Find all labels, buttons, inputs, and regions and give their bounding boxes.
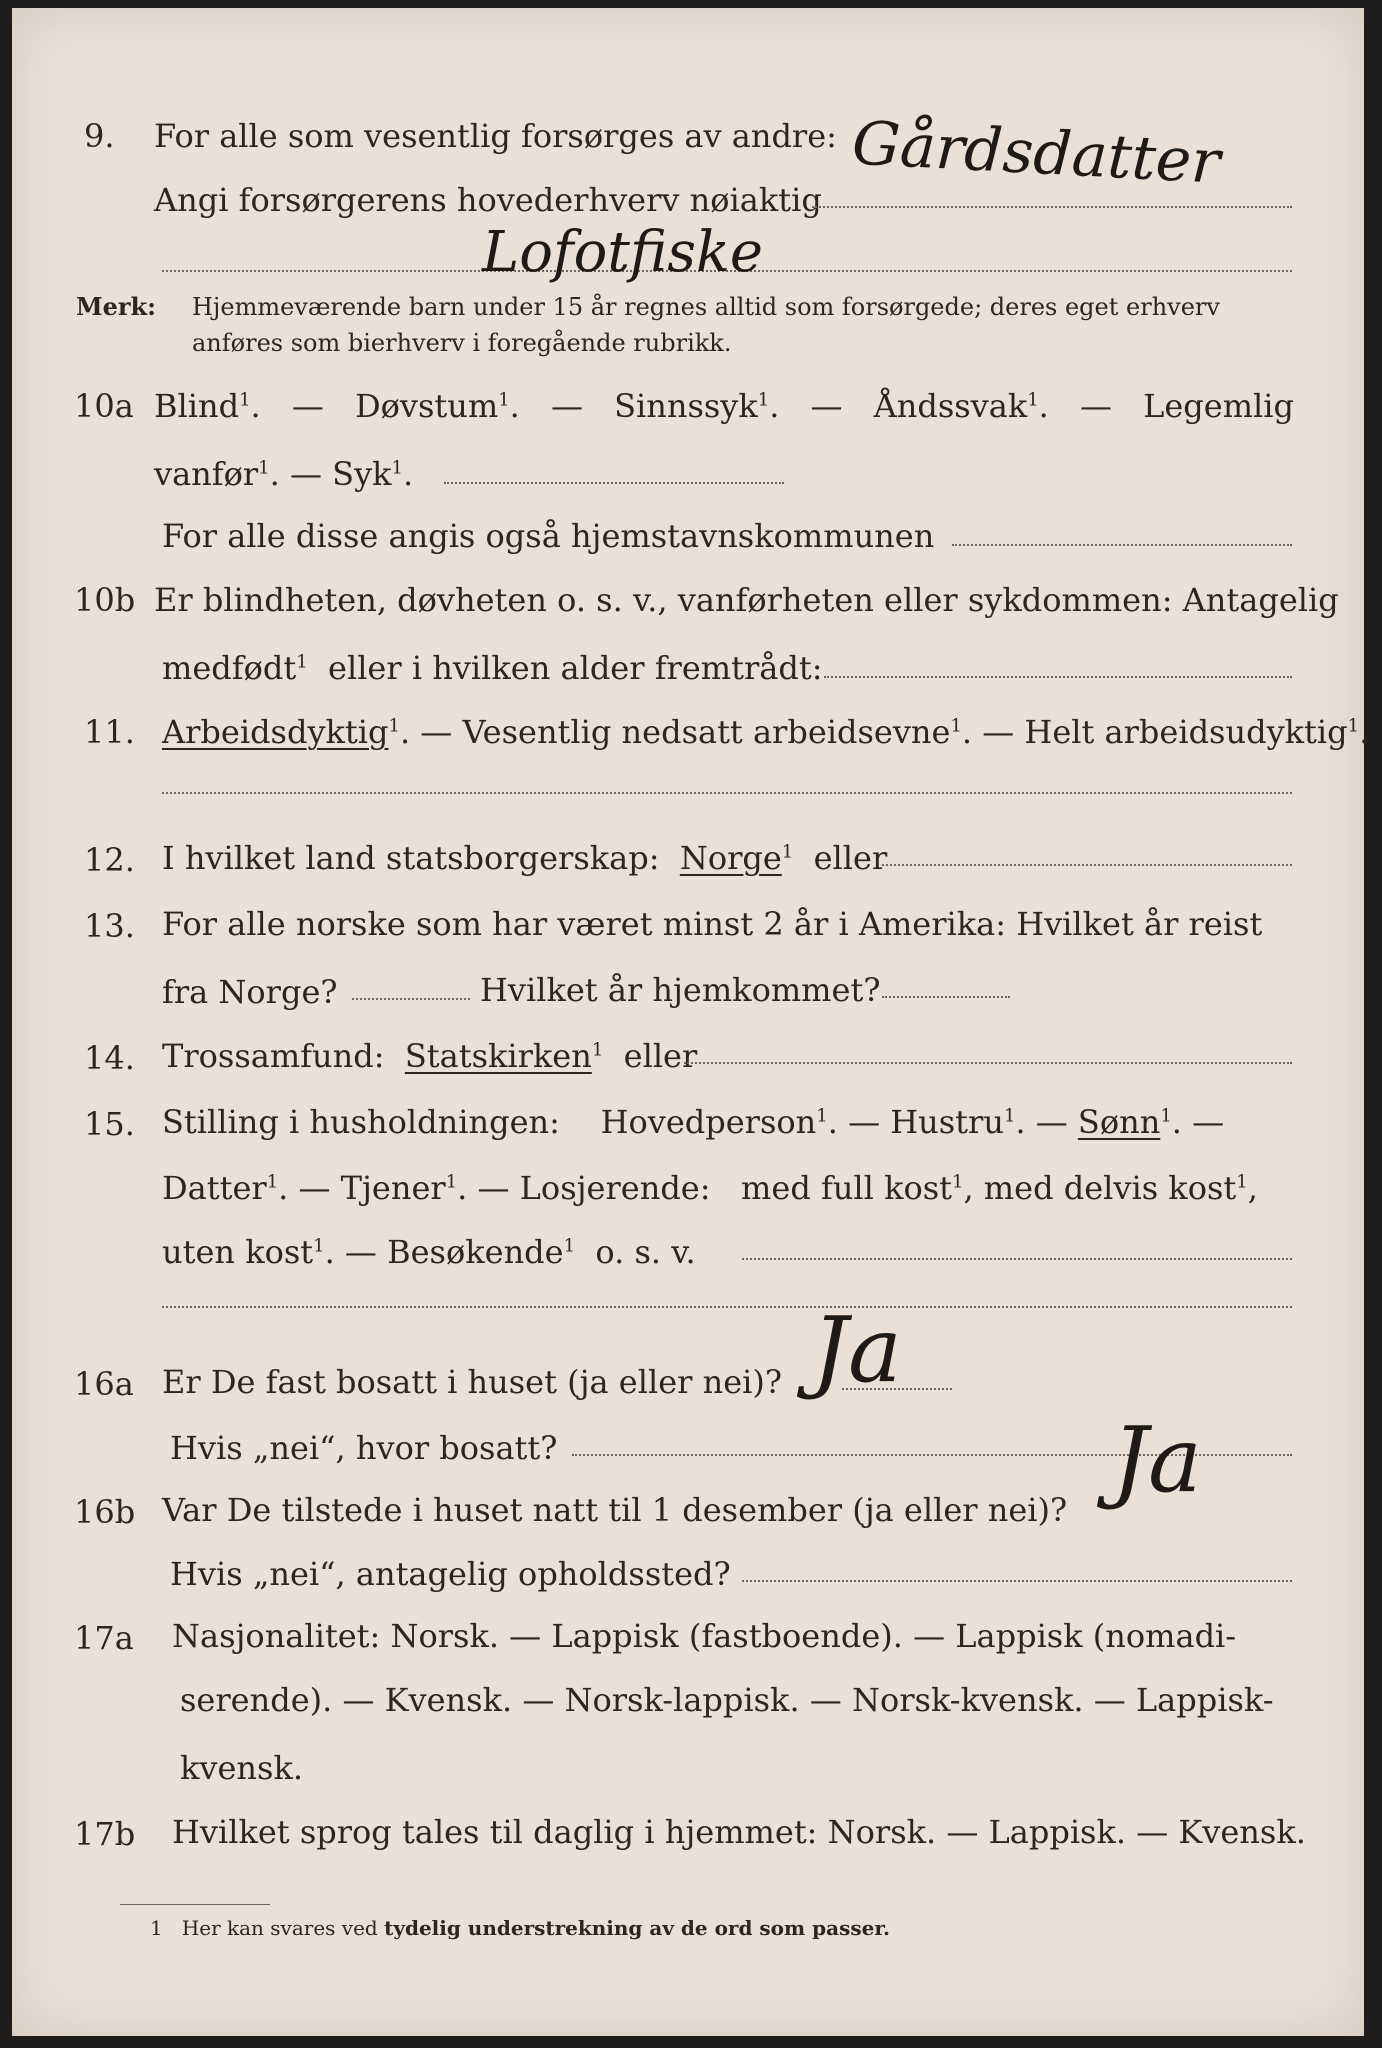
footnote-ref: 1 xyxy=(445,1171,458,1193)
q17a-line1: Nasjonalitet: Norsk. — Lappisk (fastboende). — Lappisk (nomadi- xyxy=(172,1617,1237,1655)
q13-line1: For alle norske som har været minst 2 år i Amerika: Hvilket år reist xyxy=(162,905,1263,943)
option-arbeidsdyktig: Arbeidsdyktig xyxy=(162,713,389,751)
dash: — xyxy=(291,387,324,425)
q14-line xyxy=(162,1036,697,1076)
footnote-ref: 1 xyxy=(1347,715,1360,737)
footnote-ref: 1 xyxy=(563,1235,576,1257)
dovstum-label: Døvstum xyxy=(354,387,499,425)
syk-label: Syk xyxy=(332,455,392,493)
dash: — xyxy=(1079,387,1112,425)
option-norge: Norge xyxy=(679,839,782,877)
q12-suffix: eller xyxy=(813,839,888,877)
footnote-ref: 1 xyxy=(1236,1171,1248,1193)
handwritten-answer-16b: Ja xyxy=(1112,1408,1202,1513)
q15-line1: Stilling i husholdningen: Hovedperson$^1$. — Hustru$^1$. — Sønn$^1$. — xyxy=(162,1103,1225,1141)
q17b-line1: Hvilket sprog tales til daglig i hjemmet: Norsk. — Lappisk. — Kvensk. xyxy=(172,1813,1306,1851)
q17a-line2: serende). — Kvensk. — Norsk-lappisk. — Norsk-kvensk. — Lappisk- xyxy=(180,1681,1274,1719)
footnote-ref: 1 xyxy=(1160,1105,1172,1127)
q17a-number: 17a xyxy=(74,1619,134,1657)
q11-number: 11. xyxy=(84,713,135,751)
q10a-blind: Blind$^1$. xyxy=(154,387,261,425)
answer-line xyxy=(824,676,1292,678)
answer-line xyxy=(684,1062,1292,1064)
merk-line2: anføres som bierhverv i foregående rubrikk. xyxy=(192,329,732,357)
hustru-label: Hustru xyxy=(890,1103,1004,1141)
footnote-mark: 1 xyxy=(150,1916,163,1940)
q16b-line1: Var De tilstede i huset natt til 1 desember (ja eller nei)? xyxy=(162,1491,1068,1529)
dash: — xyxy=(550,387,583,425)
answer-line xyxy=(162,792,1292,794)
footnote-ref: 1 xyxy=(296,651,308,673)
footnote-ref: 1 xyxy=(388,715,400,737)
delviskost-label: med delvis kost xyxy=(983,1169,1237,1207)
dash: — xyxy=(420,713,453,751)
footnote-ref: 1 xyxy=(498,389,510,411)
q10b-line2 xyxy=(162,648,822,688)
footnote-ref: 1 xyxy=(757,389,770,411)
q13-number: 13. xyxy=(84,907,135,945)
osv-label: o. s. v. xyxy=(595,1233,696,1271)
footnote xyxy=(150,1916,890,1940)
dash: — xyxy=(289,455,322,493)
q12-line xyxy=(162,838,887,878)
footnote-ref: 1 xyxy=(391,457,403,479)
dash: — xyxy=(982,713,1015,751)
answer-line xyxy=(952,544,1292,546)
q10a-line3: For alle disse angis også hjemstavnskommunen xyxy=(162,517,935,555)
fullkost-label: med full kost xyxy=(741,1169,952,1207)
dash: — xyxy=(1192,1103,1225,1141)
footnote-ref: 1 xyxy=(1003,1105,1016,1127)
q10a-andssvak: Åndssvak$^1$. xyxy=(873,387,1049,425)
medfodt-label: medfødt xyxy=(162,649,297,687)
option-sonn: Sønn xyxy=(1077,1103,1161,1141)
answer-line xyxy=(352,998,470,1000)
hovedperson-label: Hovedperson xyxy=(600,1103,817,1141)
footnote-ref: 1 xyxy=(266,1171,279,1193)
answer-line xyxy=(742,1258,1292,1260)
q11-line1: Arbeidsdyktig$^1$. — Vesentlig nedsatt arbeidsevne$^1$. — Helt arbeidsudyktig$^1$. xyxy=(162,713,1370,751)
tjener-label: Tjener xyxy=(340,1169,446,1207)
dash: — xyxy=(298,1169,331,1207)
footnote-rule xyxy=(120,1904,270,1905)
answer-line xyxy=(742,1580,1292,1582)
q14-suffix: eller xyxy=(623,1037,698,1075)
q10a-dovstum: Døvstum$^1$. xyxy=(354,387,520,425)
q16a-number: 16a xyxy=(74,1365,134,1403)
vanfor-label: vanfør xyxy=(154,455,259,493)
q10b-number: 10b xyxy=(74,581,136,619)
q10a-line2: vanfør$^1$. — Syk$^1$. xyxy=(154,455,414,493)
footnote-ref: 1 xyxy=(816,1105,828,1127)
footnote-text: Her kan svares ved xyxy=(181,1916,378,1940)
utenkost-label: uten kost xyxy=(162,1233,314,1271)
answer-line xyxy=(812,206,1292,208)
footnote-ref: 1 xyxy=(781,841,794,863)
q10a-sinnssyk: Sinnssyk$^1$. xyxy=(614,387,780,425)
q9-line2: Angi forsørgerens hovederhverv nøiaktig xyxy=(154,181,822,219)
besokende-label: Besøkende xyxy=(387,1233,564,1271)
andssvak-label: Åndssvak xyxy=(873,387,1028,425)
dash: — xyxy=(477,1169,510,1207)
blind-label: Blind xyxy=(154,387,240,425)
footnote-ref: 1 xyxy=(591,1039,604,1061)
q15-prefix: Stilling i husholdningen: xyxy=(162,1103,560,1141)
q15-line2: Datter$^1$. — Tjener$^1$. — Losjerende: med full kost$^1$, med delvis kost$^1$, xyxy=(162,1169,1258,1207)
q16b-number: 16b xyxy=(74,1493,136,1531)
handwritten-provider-occupation-2: Lofotfiske xyxy=(482,220,764,285)
q16b-line2: Hvis „nei“, antagelig opholdssted? xyxy=(170,1555,731,1593)
q14-prefix: Trossamfund: xyxy=(162,1037,385,1075)
q12-number: 12. xyxy=(84,841,135,879)
footnote-ref: 1 xyxy=(1027,389,1039,411)
datter-label: Datter xyxy=(162,1169,267,1207)
q16a-line1: Er De fast bosatt i huset (ja eller nei)? xyxy=(162,1363,783,1401)
merk-label-text: Merk: xyxy=(76,292,156,321)
footnote-ref: 1 xyxy=(950,715,962,737)
q16a-line2: Hvis „nei“, hvor bosatt? xyxy=(170,1429,558,1467)
q15-line3: uten kost$^1$. — Besøkende$^1$ o. s. v. xyxy=(162,1233,696,1271)
q14-number: 14. xyxy=(84,1039,135,1077)
census-form-page xyxy=(12,8,1370,2036)
dash: — xyxy=(344,1233,377,1271)
q15-number: 15. xyxy=(84,1105,135,1143)
q17b-number: 17b xyxy=(74,1815,136,1853)
dash: — xyxy=(1035,1103,1068,1141)
alder-text: eller i hvilken alder fremtrådt: xyxy=(328,649,823,687)
footnote-ref: 1 xyxy=(313,1235,325,1257)
answer-line xyxy=(882,996,1010,998)
handwritten-answer-16a: Ja xyxy=(812,1298,902,1403)
sinnssyk-label: Sinnssyk xyxy=(614,387,758,425)
option-nedsatt: Vesentlig nedsatt arbeidsevne xyxy=(462,713,951,751)
option-udyktig: Helt arbeidsudyktig xyxy=(1024,713,1348,751)
merk-line1: Hjemmeværende barn under 15 år regnes alltid som forsørgede; deres eget erhverv xyxy=(192,293,1220,321)
losjerende-label: Losjerende: xyxy=(519,1169,711,1207)
q13-hjem: Hvilket år hjemkommet? xyxy=(480,971,881,1009)
q13-fra: fra Norge? xyxy=(162,973,338,1011)
answer-line xyxy=(444,482,784,484)
q17a-line3: kvensk. xyxy=(180,1749,303,1787)
footnote-ref: 1 xyxy=(239,389,251,411)
dash: — xyxy=(848,1103,881,1141)
merk-label xyxy=(76,290,156,324)
footnote-ref: 1 xyxy=(952,1171,964,1193)
answer-line xyxy=(882,864,1292,866)
q10a-number: 10a xyxy=(74,387,134,425)
legemlig-label: Legemlig xyxy=(1143,387,1294,425)
footnote-ref: 1 xyxy=(258,457,270,479)
handwritten-provider-occupation: Gårdsdatter xyxy=(850,108,1222,198)
q12-prefix: I hvilket land statsborgerskap: xyxy=(162,839,660,877)
q9-line1: For alle som vesentlig forsørges av andre: xyxy=(154,117,837,155)
q10a-line1 xyxy=(154,386,1294,426)
q9-number: 9. xyxy=(84,117,115,155)
dash: — xyxy=(810,387,843,425)
q10b-line1: Er blindheten, døvheten o. s. v., vanførheten eller sykdommen: Antagelig xyxy=(154,581,1339,619)
option-statskirken: Statskirken xyxy=(404,1037,592,1075)
footnote-bold-text: tydelig understrekning av de ord som passer. xyxy=(384,1916,890,1940)
answer-line xyxy=(162,1306,1292,1308)
